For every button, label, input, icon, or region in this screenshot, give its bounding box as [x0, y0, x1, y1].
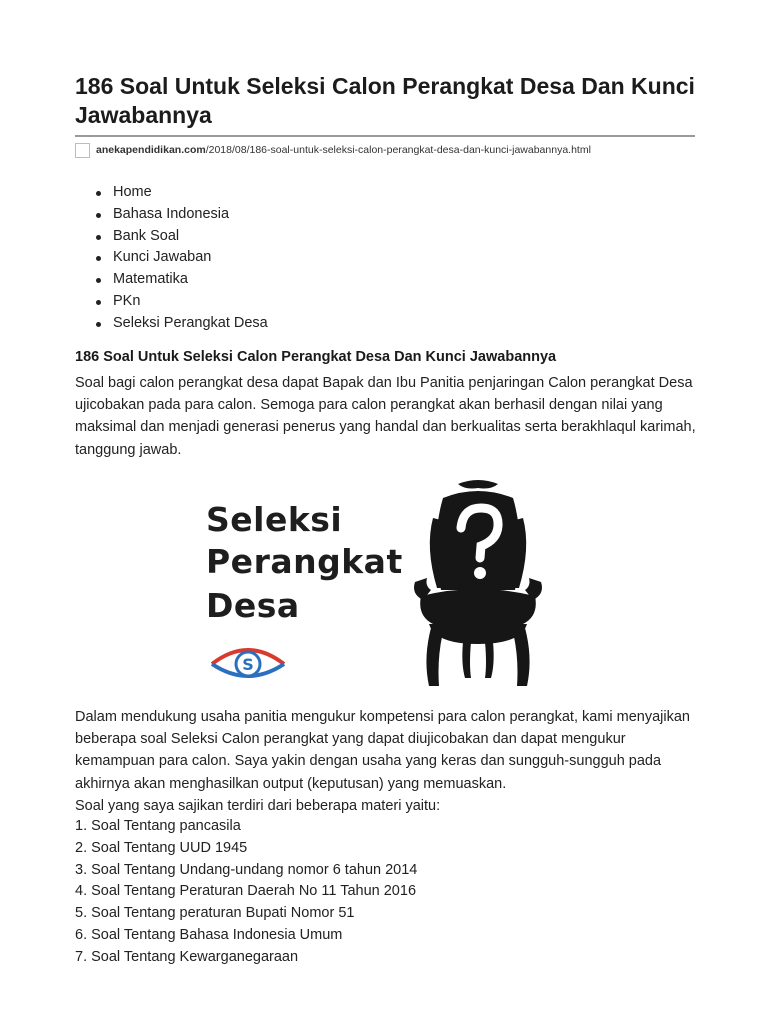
body-paragraph: [75, 706, 705, 817]
nav-item-kunci-jawaban[interactable]: Kunci Jawaban: [75, 247, 268, 269]
body-text: Dalam mendukung usaha panitia mengukur kompetensi para calon perangkat, kami menyajikan beberapa soal Seleksi Calon perangkat yang dapat diujicobakan dan dapat mengukur kemampuan para calon. Saya yakin dengan usaha yang keras dan sungguh-sungguh pada akhirnya akan menghasilkan output (keputusan) yang memuaskan.: [75, 709, 690, 792]
materials-list: [75, 816, 417, 969]
list-item: 2. Soal Tentang UUD 1945: [75, 839, 248, 856]
nav-item-pkn[interactable]: PKn: [75, 291, 268, 313]
list-item: 3. Soal Tentang Undang-undang nomor 6 tahun 2014: [75, 861, 418, 878]
source-url-row[interactable]: [75, 141, 591, 159]
chair-question-icon: [403, 478, 553, 690]
nav-menu: [75, 182, 268, 335]
list-item: 4. Soal Tentang Peraturan Daerah No 11 Tahun 2016: [75, 883, 417, 900]
url-domain: anekapendidikan.com: [96, 144, 206, 156]
list-item: 6. Soal Tentang Bahasa Indonesia Umum: [75, 926, 343, 943]
source-url[interactable]: [96, 144, 591, 156]
nav-item-matematika[interactable]: Matematika: [75, 269, 268, 291]
list-intro: Soal yang saya sajikan terdiri dari beberapa materi yaitu:: [75, 797, 441, 814]
article-heading: 186 Soal Untuk Seleksi Calon Perangkat Desa Dan Kunci Jawabannya: [75, 349, 557, 365]
title-divider: [75, 135, 695, 137]
list-item: 5. Soal Tentang peraturan Bupati Nomor 51: [75, 905, 355, 922]
url-path: /2018/08/186-soal-untuk-seleksi-calon-perangkat-desa-dan-kunci-jawabannya.html: [205, 144, 591, 156]
favicon-icon: [75, 143, 90, 158]
nav-item-bahasa-indonesia[interactable]: Bahasa Indonesia: [75, 204, 268, 226]
eye-logo-icon: [208, 642, 288, 686]
page-title: 186 Soal Untuk Seleksi Calon Perangkat Desa Dan Kunci Jawabannya: [75, 73, 695, 128]
nav-item-home[interactable]: Home: [75, 182, 268, 204]
image-text-line-1: Seleksi: [206, 500, 343, 539]
logo-letter: S: [242, 655, 254, 674]
list-item: 1. Soal Tentang pancasila: [75, 818, 241, 834]
image-text-line-2: Perangkat: [206, 542, 403, 581]
nav-item-seleksi-perangkat-desa[interactable]: Seleksi Perangkat Desa: [75, 313, 268, 335]
article-image: [198, 474, 570, 692]
intro-paragraph: Soal bagi calon perangkat desa dapat Bapak dan Ibu Panitia penjaringan Calon perangkat Desa ujicobakan pada para calon. Semoga para calon perangkat akan berhasil dengan nilai yang maksimal dan menjadi generasi penerus yang handal dan berkualitas serta berakhlaqul karimah, tanggung jawab.: [75, 375, 696, 458]
nav-item-bank-soal[interactable]: Bank Soal: [75, 226, 268, 248]
image-text-line-3: Desa: [206, 586, 300, 625]
list-item: 7. Soal Tentang Kewarganegaraan: [75, 948, 299, 965]
